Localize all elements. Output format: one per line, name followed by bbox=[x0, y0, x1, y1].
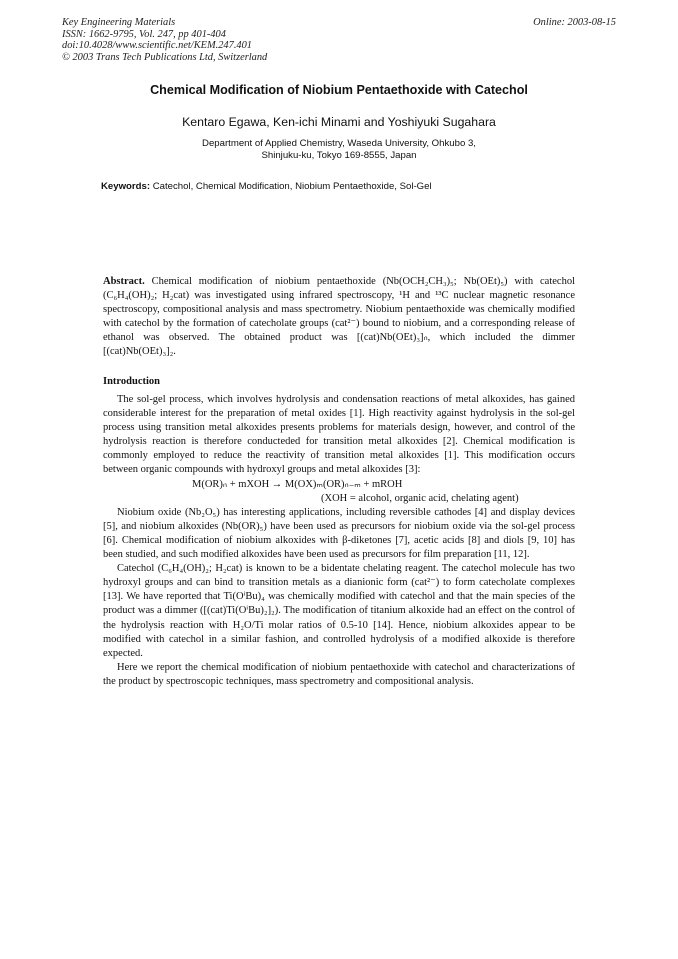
introduction-heading: Introduction bbox=[103, 376, 160, 387]
abstract bbox=[103, 275, 575, 360]
paper-authors: Kentaro Egawa, Ken-ichi Minami and Yoshiyuki Sugahara bbox=[182, 115, 496, 129]
intro-paragraph-4: Here we report the chemical modification of niobium pentaethoxide with catechol and characterizations of the product by spectroscopic techniques, mass spectrometry and compositional analysis. bbox=[103, 661, 575, 687]
affiliation bbox=[0, 138, 678, 162]
abstract-text: Chemical modification of niobium pentaethoxide (Nb(OCH₂CH₃)₅; Nb(OEt)₅) with catechol (C₆H₄(OH)₂; H₂cat) was investigated using infrared spectroscopy, ¹H and ¹³C nuclear magnetic resonance spectroscopy, compositional analysis and mass spectrometry. Niobium pentaethoxide was chemically modified with catechol by the formation of catecholate groups (cat²⁻) bound to niobium, and a corresponding release of ethanol was observed. The obtained product was [(cat)Nb(OEt)₃]ₙ, which included the dimmer [(cat)Nb(OEt)₃]₂. bbox=[103, 276, 575, 358]
journal-doi: doi:10.4028/www.scientific.net/KEM.247.401 bbox=[62, 40, 252, 52]
reaction-equation: M(OR)ₙ + mXOH → M(OX)ₘ(OR)ₙ₋ₘ + mROH bbox=[192, 478, 403, 490]
journal-name: Key Engineering Materials bbox=[62, 17, 176, 28]
journal-issn: ISSN: 1662-9795, Vol. 247, pp 401-404 bbox=[62, 28, 226, 40]
abstract-label: Abstract. bbox=[103, 276, 145, 287]
introduction-body bbox=[103, 393, 575, 689]
keywords bbox=[101, 181, 581, 192]
intro-paragraph-2: Niobium oxide (Nb₂O₅) has interesting applications, including reversible cathodes [4] and display devices [5], and niobium alkoxides (Nb(OR)₅) have been used as precursors for niobium oxide via the sol-gel process [6]. Chemical modification of niobium alkoxides with β-diketones [7], acetic acids [8] and diols [9, 10] has been studied, and such modified alkoxides have been used as precursors for film preparation [11, 12]. bbox=[103, 506, 575, 561]
keywords-label: Keywords: bbox=[101, 181, 151, 192]
journal-header bbox=[62, 17, 616, 63]
online-date: Online: 2003-08-15 bbox=[533, 17, 616, 28]
keywords-text: Catechol, Chemical Modification, Niobium Pentaethoxide, Sol-Gel bbox=[152, 181, 432, 192]
equation-note: (XOH = alcohol, organic acid, chelating agent) bbox=[321, 492, 519, 504]
affiliation-line: Department of Applied Chemistry, Waseda University, Ohkubo 3, bbox=[202, 138, 476, 149]
affiliation-line: Shinjuku-ku, Tokyo 169-8555, Japan bbox=[261, 150, 417, 161]
paper-title: Chemical Modification of Niobium Pentaethoxide with Catechol bbox=[150, 83, 528, 97]
intro-paragraph-3: Catechol (C₆H₄(OH)₂; H₂cat) is known to be a bidentate chelating reagent. The catechol molecule has two hydroxyl groups and can bind to transition metals as a dianionic form (cat²⁻) to form catecholate complexes [13]. We have reported that Ti(OⁱBu)₄ was chemically modified with catechol and that the main species of the product was a dimmer ([(cat)Ti(OⁱBu)₂]₂). The modification of titanium alkoxide had an effect on the control of the hydrolysis reaction with H₂O/Ti molar ratios of 0.5-10 [14]. Hence, niobium alkoxides appear to be modified with catechol in a similar fashion, and controlled hydrolysis of a modified alkoxide is therefore expected. bbox=[103, 563, 575, 659]
intro-paragraph-1: The sol-gel process, which involves hydrolysis and condensation reactions of metal alkoxides, has gained considerable interest for the preparation of metal oxides [1]. High reactivity against hydrolysis in the sol-gel process using transition metal alkoxides presents problems for materials design, however, and control of the hydrolysis reaction is therefore conducteded for transition metal alkoxides [2]. Chemical modification is commonly employed to reduce the reactivity of transition metal alkoxides [1]. This modification occurs between organic compounds with hydroxyl groups and metal alkoxides [3]: bbox=[103, 394, 575, 476]
journal-copyright: © 2003 Trans Tech Publications Ltd, Switzerland bbox=[62, 51, 268, 63]
